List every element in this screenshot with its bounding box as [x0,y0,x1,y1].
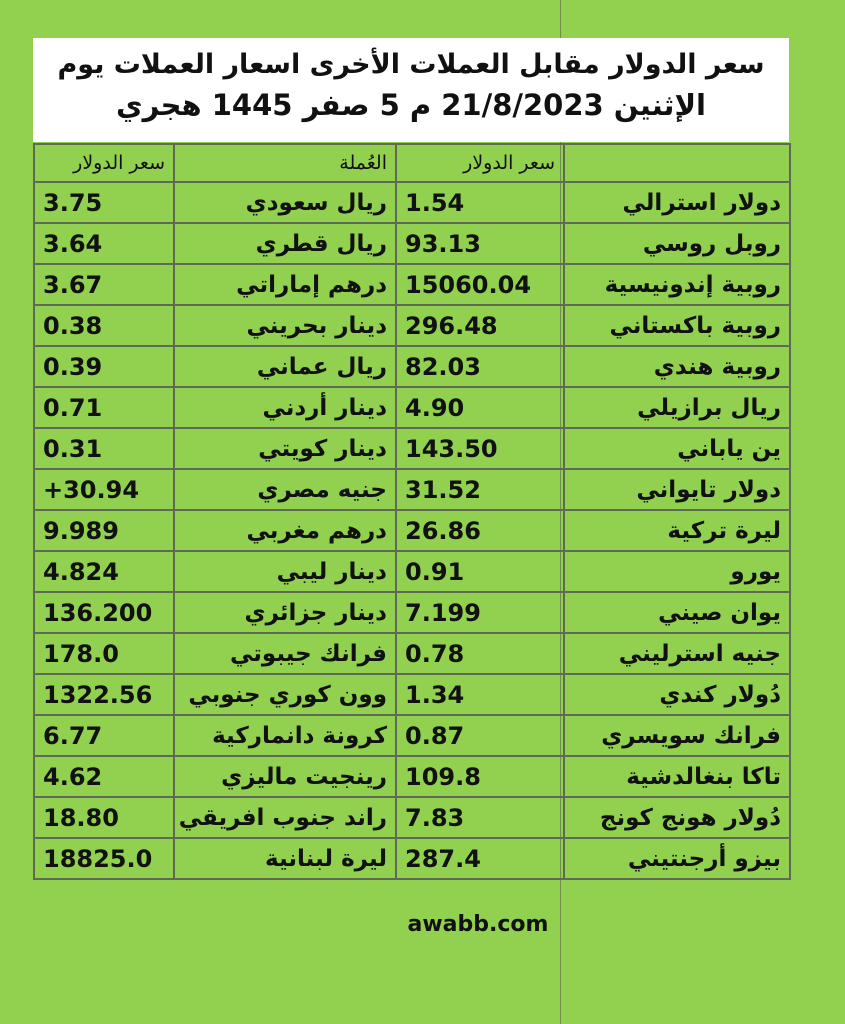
currency-name-right: روبل روسي [564,223,790,264]
title-line-2: الإثنين 21/8/2023 م 5 صفر 1445 هجري [116,88,706,122]
header-price-right: سعر الدولار [396,144,564,182]
usd-rate-left: 4.824 [34,551,174,592]
header-currency-right [564,144,790,182]
usd-rate-right: 296.48 [396,305,564,346]
usd-rate-right: 0.91 [396,551,564,592]
website-footer: awabb.com [407,912,549,937]
table-row [34,674,790,715]
usd-rate-left: 3.64 [34,223,174,264]
currency-table [33,143,791,880]
currency-name-left: دينار جزائري [174,592,396,633]
currency-name-right: يوان صيني [564,592,790,633]
usd-rate-left: 0.31 [34,428,174,469]
table-row [34,305,790,346]
usd-rate-left: 18825.0 [34,838,174,879]
currency-name-right: ريال برازيلي [564,387,790,428]
table-row [34,592,790,633]
currency-name-right: فرانك سويسري [564,715,790,756]
header-price-left: سعر الدولار [34,144,174,182]
currency-name-left: ليرة لبنانية [174,838,396,879]
usd-rate-left: 136.200 [34,592,174,633]
usd-rate-left: 18.80 [34,797,174,838]
currency-name-left: دينار ليبي [174,551,396,592]
usd-rate-left: 0.38 [34,305,174,346]
currency-name-right: دُولار كندي [564,674,790,715]
currency-name-right: ين ياباني [564,428,790,469]
table-row [34,756,790,797]
usd-rate-right: 7.83 [396,797,564,838]
usd-rate-right: 15060.04 [396,264,564,305]
currency-name-right: يورو [564,551,790,592]
usd-rate-right: 287.4 [396,838,564,879]
table-row [34,264,790,305]
currency-name-left: فرانك جيبوتي [174,633,396,674]
usd-rate-right: 109.8 [396,756,564,797]
usd-rate-left: 0.71 [34,387,174,428]
currency-name-left: ريال عماني [174,346,396,387]
usd-rate-right: 93.13 [396,223,564,264]
table-row [34,428,790,469]
currency-name-left: ريال قطري [174,223,396,264]
usd-rate-right: 31.52 [396,469,564,510]
currency-name-right: بيزو أرجنتيني [564,838,790,879]
currency-name-left: درهم مغربي [174,510,396,551]
title-box [33,38,789,142]
table-row [34,715,790,756]
usd-rate-right: 1.54 [396,182,564,223]
usd-rate-right: 0.87 [396,715,564,756]
usd-rate-right: 7.199 [396,592,564,633]
table-header-row [34,144,790,182]
usd-rate-right: 0.78 [396,633,564,674]
usd-rate-right: 143.50 [396,428,564,469]
usd-rate-left: 178.0 [34,633,174,674]
table-row [34,182,790,223]
header-currency-left: العُملة [174,144,396,182]
currency-name-left: دينار بحريني [174,305,396,346]
currency-name-right: دولار استرالي [564,182,790,223]
usd-rate-right: 1.34 [396,674,564,715]
currency-name-right: تاكا بنغالدشية [564,756,790,797]
usd-rate-left: 3.75 [34,182,174,223]
currency-name-left: دينار كويتي [174,428,396,469]
currency-name-left: درهم إماراتي [174,264,396,305]
usd-rate-left: 30.94+ [34,469,174,510]
usd-rate-left: 9.989 [34,510,174,551]
currency-name-right: جنيه استرليني [564,633,790,674]
table-row [34,346,790,387]
currency-name-left: ريال سعودي [174,182,396,223]
currency-name-right: روبية باكستاني [564,305,790,346]
table-row [34,223,790,264]
table-row [34,838,790,879]
currency-name-right: دُولار هونج كونج [564,797,790,838]
table-row [34,797,790,838]
currency-name-right: ليرة تركية [564,510,790,551]
usd-rate-left: 4.62 [34,756,174,797]
table-row [34,387,790,428]
table-row [34,633,790,674]
currency-name-right: روبية هندي [564,346,790,387]
usd-rate-left: 1322.56 [34,674,174,715]
currency-name-left: دينار أردني [174,387,396,428]
usd-rate-left: 6.77 [34,715,174,756]
usd-rate-right: 26.86 [396,510,564,551]
table-row [34,510,790,551]
usd-rate-left: 0.39 [34,346,174,387]
usd-rate-left: 3.67 [34,264,174,305]
table-row [34,551,790,592]
currency-name-left: كرونة دانماركية [174,715,396,756]
currency-name-left: جنيه مصري [174,469,396,510]
currency-name-left: راند جنوب افريقي [174,797,396,838]
currency-name-left: وون كوري جنوبي [174,674,396,715]
table-row [34,469,790,510]
currency-name-left: رينجيت ماليزي [174,756,396,797]
currency-name-right: دولار تايواني [564,469,790,510]
usd-rate-right: 4.90 [396,387,564,428]
currency-name-right: روبية إندونيسية [564,264,790,305]
title-line-1: سعر الدولار مقابل العملات الأخرى اسعار العملات يوم [57,49,765,80]
usd-rate-right: 82.03 [396,346,564,387]
